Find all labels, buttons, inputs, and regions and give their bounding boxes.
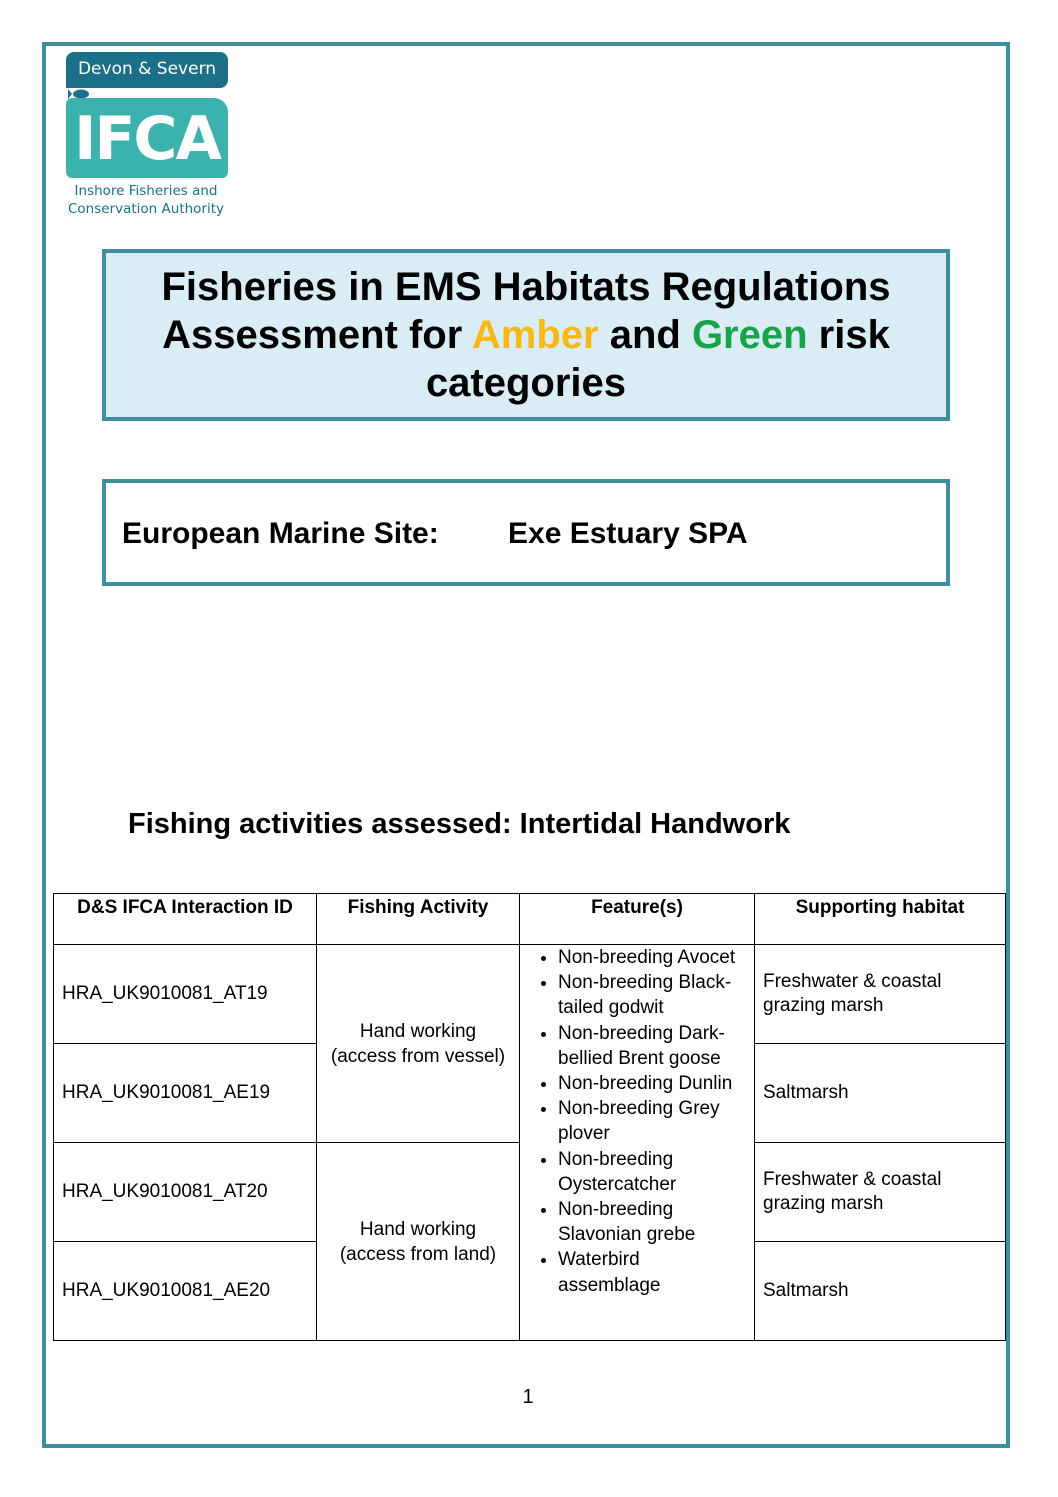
- site-box: [102, 479, 950, 586]
- table-row: [54, 945, 1006, 1044]
- ifca-logo: [62, 52, 230, 222]
- title-box: [102, 249, 950, 421]
- logo-mark: [66, 98, 228, 178]
- table-header-row: [54, 894, 1006, 945]
- title-part3: risk categories: [425, 313, 890, 405]
- header-features: Feature(s): [520, 894, 755, 945]
- supporting-habitat-cell: Saltmarsh: [755, 1242, 1006, 1341]
- list-item: • Non-breeding Oystercatcher: [558, 1147, 746, 1197]
- logo-banner: Devon & Severn: [66, 52, 228, 88]
- fishing-activity-cell: Hand working (access from vessel): [317, 945, 520, 1143]
- supporting-habitat-cell: Saltmarsh: [755, 1044, 1006, 1143]
- page-number: 1: [522, 1386, 534, 1408]
- title-amber: Amber: [471, 313, 599, 357]
- header-fishing-activity: Fishing Activity: [317, 894, 520, 945]
- list-item: • Non-breeding Slavonian grebe: [558, 1197, 746, 1247]
- site-value: Exe Estuary SPA: [508, 517, 748, 550]
- list-item: • Waterbird assemblage: [558, 1247, 746, 1297]
- interaction-id-cell: HRA_UK9010081_AT19: [54, 945, 317, 1044]
- document-title: [106, 263, 946, 407]
- supporting-habitat-cell: Freshwater & coastal grazing marsh: [755, 1143, 1006, 1242]
- logo-subtitle-line2: Conservation Authority: [67, 201, 225, 217]
- fishing-activity-cell: Hand working (access from land): [317, 1143, 520, 1341]
- title-part2: and: [598, 313, 692, 357]
- list-item: • Non-breeding Grey plover: [558, 1096, 746, 1146]
- title-part1: Fisheries in EMS Habitats Regulations Assessment for: [161, 265, 891, 357]
- interaction-table: [53, 893, 1006, 1341]
- logo-subtitle-line1: Inshore Fisheries and: [74, 183, 218, 199]
- logo-subtitle: [62, 182, 230, 218]
- interaction-id-cell: HRA_UK9010081_AE19: [54, 1044, 317, 1143]
- header-interaction-id: D&S IFCA Interaction ID: [54, 894, 317, 945]
- logo-mark-text: IFCA: [74, 104, 220, 174]
- interaction-id-cell: HRA_UK9010081_AE20: [54, 1242, 317, 1341]
- list-item: • Non-breeding Black-tailed godwit: [558, 970, 746, 1020]
- activities-heading: Fishing activities assessed: Intertidal Handwork: [128, 808, 791, 840]
- site-label: European Marine Site:: [122, 517, 439, 550]
- supporting-habitat-cell: Freshwater & coastal grazing marsh: [755, 945, 1006, 1044]
- features-cell: [520, 945, 755, 1341]
- list-item: • Non-breeding Dark-bellied Brent goose: [558, 1021, 746, 1071]
- header-supporting-habitat: Supporting habitat: [755, 894, 1006, 945]
- list-item: • Non-breeding Avocet: [558, 945, 746, 970]
- interaction-id-cell: HRA_UK9010081_AT20: [54, 1143, 317, 1242]
- features-list: [528, 945, 746, 1298]
- title-green: Green: [691, 313, 808, 357]
- list-item: • Non-breeding Dunlin: [558, 1071, 746, 1096]
